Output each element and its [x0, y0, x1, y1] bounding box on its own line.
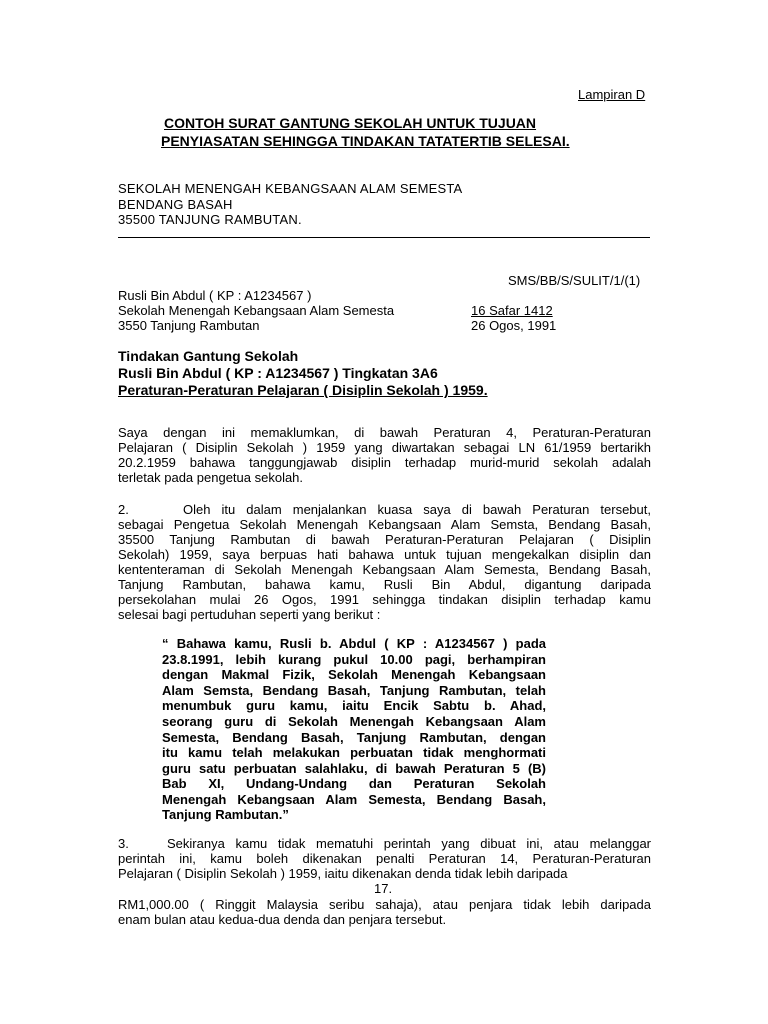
charge-line: Menengah Kebangsaan Alam Semesta, Bendang Basah,	[162, 792, 546, 807]
attachment-label: Lampiran D	[578, 87, 646, 102]
paragraph-3-line: Sekiranya kamu tidak mematuhi perintah yang dibuat ini, atau melanggar	[167, 836, 651, 851]
date-hijri: 16 Safar 1412	[471, 303, 553, 318]
paragraph-2-line: Sekolah) 1959, saya berpuas hati bahawa untuk tujuan mengekalkan disiplin dan	[118, 547, 651, 562]
paragraph-1-line: Pelajaran ( Disiplin Sekolah ) 1959 yang diwartakan sebagai LN 61/1959 bertarikh	[118, 440, 651, 455]
paragraph-3-line: perintah ini, kamu boleh dikenakan penalti Peraturan 14, Peraturan-Peraturan	[118, 851, 651, 866]
document-title-line2: PENYIASATAN SEHINGGA TINDAKAN TATATERTIB SELESAI.	[161, 133, 570, 149]
charge-line: Tanjung Rambutan.”	[162, 807, 289, 822]
reference-number: SMS/BB/S/SULIT/1/(1)	[508, 273, 641, 288]
paragraph-2-line: 35500 Tanjung Rambutan di bawah Peraturan-Peraturan Pelajaran ( Disiplin	[118, 532, 651, 547]
charge-line: itu kamu telah melakukan perbuatan tidak menghormati	[162, 745, 546, 760]
continuation-line: RM1,000.00 ( Ringgit Malaysia seribu sahaja), atau penjara tidak lebih daripada	[118, 897, 651, 912]
charge-line: menumbuk guru kamu, iaitu Encik Sabtu b. Ahad,	[162, 698, 546, 713]
continuation-line: enam bulan atau kedua-dua denda dan penjara tersebut.	[118, 912, 447, 927]
charge-line: 23.8.1991, lebih kurang pukul 10.00 pagi, berhampiran	[162, 652, 546, 667]
charge-line: Alam Semsta, Bendang Basah, Tanjung Rambutan, telah	[162, 683, 546, 698]
school-town: BENDANG BASAH	[118, 197, 233, 212]
paragraph-2-line: persekolahan mulai 26 Ogos, 1991 sehingga tindakan disiplin terhadap kamu	[118, 592, 651, 607]
charge-line: Bab XI, Undang-Undang dan Peraturan Sekolah	[162, 776, 546, 791]
subject-line1: Tindakan Gantung Sekolah	[118, 348, 299, 364]
document-title-text1: CONTOH SURAT GANTUNG SEKOLAH UNTUK TUJUAN	[164, 115, 537, 131]
charge-line: “ Bahawa kamu, Rusli b. Abdul ( KP : A1234567 ) pada	[162, 636, 546, 651]
school-name: SEKOLAH MENENGAH KEBANGSAAN ALAM SEMESTA	[118, 181, 463, 196]
paragraph-2-line: selesai bagi pertuduhan seperti yang berikut :	[118, 607, 381, 622]
paragraph-2-line: Oleh itu dalam menjalankan kuasa saya di bawah Peraturan tersebut,	[183, 502, 651, 517]
paragraph-2-line: kententeraman di Sekolah Menengah Kebangsaan Alam Semesta, Bendang Basah,	[118, 562, 651, 577]
recipient-school: Sekolah Menengah Kebangsaan Alam Semesta	[118, 303, 395, 318]
header-divider	[118, 237, 650, 238]
charge-line: guru satu perbuatan salahlaku, di bawah Peraturan 5 (B)	[162, 761, 546, 776]
paragraph-3-line: Pelajaran ( Disiplin Sekolah ) 1959, iaitu dikenakan denda tidak lebih daripada	[118, 866, 568, 881]
recipient-address: 3550 Tanjung Rambutan	[118, 318, 260, 333]
subject-line2: Rusli Bin Abdul ( KP : A1234567 ) Tingkatan 3A6	[118, 365, 438, 381]
date-gregorian: 26 Ogos, 1991	[471, 318, 557, 333]
charge-line: seorang guru di Sekolah Menengah Kebangsaan Alam	[162, 714, 546, 729]
paragraph-2-line: Tanjung Rambutan, bahawa kamu, Rusli Bin Abdul, digantung daripada	[118, 577, 651, 592]
paragraph-2-line: sebagai Pengetua Sekolah Menengah Kebangsaan Alam Semsta, Bendang Basah,	[118, 517, 651, 532]
paragraph-1-line: terletak pada pengetua sekolah.	[118, 470, 304, 485]
paragraph-2-number: 2.	[118, 502, 129, 517]
school-postcode-city: 35500 TANJUNG RAMBUTAN.	[118, 212, 302, 227]
paragraph-1-line: 20.2.1959 bahawa tanggungjawab disiplin terhadap murid-murid sekolah adalah	[118, 455, 651, 470]
document-title-line1	[164, 116, 536, 131]
paragraph-1-line: Saya dengan ini memaklumkan, di bawah Peraturan 4, Peraturan-Peraturan	[118, 425, 651, 440]
subject-line3: Peraturan-Peraturan Pelajaran ( Disiplin Sekolah ) 1959.	[118, 382, 488, 398]
page-number: 17.	[374, 881, 393, 896]
paragraph-3-number: 3.	[118, 836, 129, 851]
recipient-name: Rusli Bin Abdul ( KP : A1234567 )	[118, 288, 312, 303]
charge-line: Semesta, Bendang Basah, Tanjung Rambutan, dengan	[162, 730, 546, 745]
charge-line: dengan Makmal Fizik, Sekolah Menengah Kebangsaan	[162, 667, 546, 682]
